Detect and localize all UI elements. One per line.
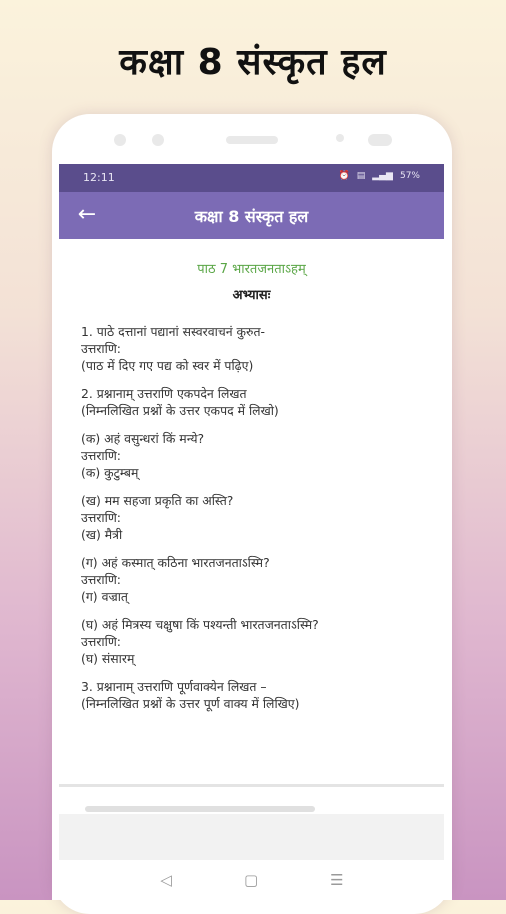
app-bar [59,192,444,239]
menu-lines-icon[interactable]: ☰ [330,871,344,889]
camera-dot [152,134,164,146]
lesson-subtitle: अभ्यासः [232,288,271,303]
alarm-icon: ⏰ [338,171,350,181]
phone-top-bezel [52,114,452,164]
question-line: (घ) अहं मित्रस्य चक्षुषा किं पश्यन्ती भारतजनताऽस्मि? [81,617,319,632]
answer-text: (पाठ में दिए गए पद्य को स्वर में पढ़िए) [81,358,254,373]
question-line: 1. पाठे दत्तानां पद्यानां सस्वरवाचनं कुरुत- [81,324,265,339]
question-block [81,430,422,481]
flash-pill [368,134,392,146]
sensor-dot [114,134,126,146]
square-home-icon[interactable]: ▢ [243,871,259,889]
next-item-preview [85,806,315,812]
question-block [81,492,422,543]
question-block [81,616,422,667]
question-line: (क) अहं वसुन्धरां किं मन्ये? [81,431,205,446]
lesson-title: पाठ 7 भारतजनताऽहम् [197,262,306,277]
answer-text: (क) कुटुम्बम् [81,465,139,480]
volte-icon: ▤ [356,171,366,181]
question-line: 3. प्रश्नानाम् उत्तराणि पूर्णवाक्येन लिखत – [81,679,267,694]
system-nav-bar [52,860,452,900]
answer-label: उत्तराणि: [81,448,121,463]
question-translation: (निम्नलिखित प्रश्नों के उत्तर एकपद में लिखो) [81,403,279,418]
answer-label: उत्तराणि: [81,634,121,649]
question-block [81,385,422,419]
question-line: (ख) मम सहजा प्रकृति का अस्ति? [81,493,234,508]
signal-icon: ▂▄▆ [372,171,393,181]
question-block [81,678,422,712]
question-line: (ग) अहं कस्मात् कठिना भारतजनताऽस्मि? [81,555,270,570]
answer-text: (घ) संसारम् [81,651,135,666]
app-title: कक्षा 8 संस्कृत हल [194,207,309,226]
answer-label: उत्तराणि: [81,510,121,525]
app-screen [59,164,444,860]
ad-banner-area [59,814,444,860]
status-bar [59,164,444,192]
question-block [81,554,422,605]
promo-title: कक्षा 8 संस्कृत हल [119,42,387,83]
status-time: 12:11 [83,171,115,184]
answer-label: उत्तराणि: [81,341,121,356]
lesson-content [59,239,444,723]
answer-text: (ख) मैत्री [81,527,123,542]
battery-level: 57% [399,171,420,181]
speaker-grille [226,136,278,144]
content-divider [59,784,444,787]
question-line: 2. प्रश्नानाम् उत्तराणि एकपदेन लिखत [81,386,247,401]
triangle-back-icon[interactable]: ◁ [160,871,172,889]
question-block [81,323,422,374]
status-icons [338,171,420,181]
answer-text: (ग) वज्रात् [81,589,128,604]
answer-label: उत्तराणि: [81,572,121,587]
arrow-left-icon[interactable]: ← [77,202,97,227]
question-translation: (निम्नलिखित प्रश्नों के उत्तर पूर्ण वाक्य में लिखिए) [81,696,300,711]
sensor-dot-small [336,134,344,142]
